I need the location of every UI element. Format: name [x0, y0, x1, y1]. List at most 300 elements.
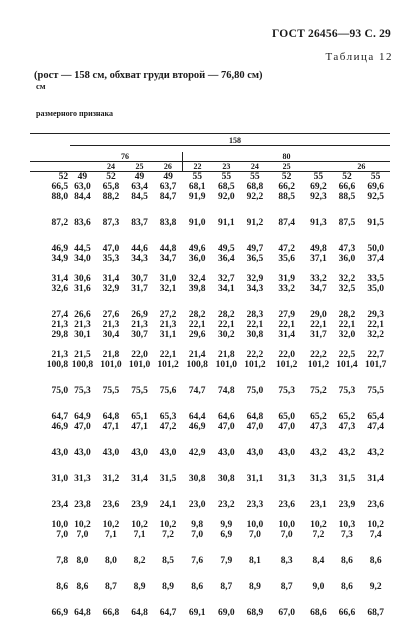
table-cell: 10,3: [338, 520, 356, 530]
table-cell: 8,6: [369, 556, 382, 566]
row-spacer: [30, 540, 390, 556]
table-cell: 21,3: [51, 350, 69, 360]
table-cell: 22,2: [310, 350, 327, 360]
table-cell: 66,6: [338, 608, 356, 618]
table-cell: 7,4: [369, 530, 382, 540]
table-cell: 31,2: [102, 474, 120, 484]
table-cell: 34,1: [218, 284, 235, 294]
table-cell: 9,2: [369, 582, 382, 592]
table-cell: 100,8: [71, 360, 94, 370]
table-row: [30, 474, 390, 484]
table-cell: 32,1: [159, 284, 177, 294]
table-cell: 83,7: [131, 218, 148, 228]
table-cell: 101,2: [157, 360, 179, 370]
table-cell: 68,5: [218, 182, 235, 192]
table-cell: 92,0: [218, 192, 235, 202]
table-cell: 88,2: [102, 192, 120, 202]
table-row: [30, 192, 390, 202]
table-cell: 22,1: [246, 320, 264, 330]
table-cell: 91,3: [310, 218, 327, 228]
table-row: [30, 422, 390, 432]
table-cell: 27,6: [102, 310, 120, 320]
table-cell: 32,9: [246, 274, 264, 284]
table-cell: 64,7: [159, 608, 177, 618]
table-cell: 43,2: [310, 448, 327, 458]
table-row: [30, 448, 390, 458]
table-cell: 21,3: [74, 320, 91, 330]
subgroup-header-row: [30, 162, 390, 172]
table-cell: 8,6: [76, 582, 89, 592]
table-row: [30, 350, 390, 360]
table-cell: 47,3: [338, 422, 356, 432]
table-cell: 8,0: [105, 556, 117, 566]
table-cell: 75,6: [159, 386, 177, 396]
table-cell: 7,0: [56, 530, 69, 540]
table-cell: 84,7: [159, 192, 177, 202]
table-cell: 46,9: [188, 422, 206, 432]
table-cell: 63,0: [74, 182, 91, 192]
table-cell: 31,9: [278, 274, 295, 284]
row-spacer: [30, 510, 390, 520]
group-header: 80: [182, 152, 390, 162]
table-cell: 31,4: [367, 474, 384, 484]
table-cell: 87,4: [278, 218, 295, 228]
row-spacer: [30, 294, 390, 310]
table-cell: 23,4: [51, 500, 69, 510]
table-cell: 75,0: [246, 386, 264, 396]
table-cell: 23,1: [310, 500, 327, 510]
table-cell: 92,2: [246, 192, 264, 202]
subgroup-header: 25: [125, 162, 154, 172]
table-cell: 22,5: [338, 350, 356, 360]
table-cell: 64,7: [51, 412, 69, 422]
table-cell: 91,2: [246, 218, 264, 228]
table-cell: 22,7: [367, 350, 384, 360]
table-cell: 8,7: [220, 582, 233, 592]
table-cell: 31,3: [310, 474, 327, 484]
table-cell: 101,0: [100, 360, 122, 370]
table-cell: 43,2: [338, 448, 356, 458]
table-row: [30, 244, 390, 254]
table-cell: 47,2: [278, 244, 295, 254]
table-cell: 21,3: [51, 320, 69, 330]
table-cell: 10,2: [159, 520, 177, 530]
table-cell: 101,0: [215, 360, 237, 370]
table-cell: 23,8: [74, 500, 91, 510]
table-cell: 27,9: [278, 310, 295, 320]
table-cell: 43,0: [74, 448, 91, 458]
subgroup-header: 23: [212, 162, 241, 172]
table-cell: 31,3: [278, 474, 295, 484]
table-cell: 37,4: [367, 254, 384, 264]
table-cell: 28,2: [218, 310, 235, 320]
table-cell: 32,5: [338, 284, 356, 294]
table-cell: 74,7: [188, 386, 206, 396]
table-cell: 64,8: [74, 608, 91, 618]
table-cell: 29,0: [310, 310, 327, 320]
table-cell: 52: [342, 172, 352, 182]
table-cell: 34,3: [131, 254, 148, 264]
table-cell: 7,0: [248, 530, 261, 540]
table-cell: 23,0: [188, 500, 206, 510]
row-spacer: [30, 432, 390, 448]
subgroup-header: 26: [333, 162, 390, 172]
group-header-row: [30, 152, 390, 162]
subgroup-header: 25: [269, 162, 304, 172]
table-cell: 68,9: [246, 608, 264, 618]
table-row: [30, 412, 390, 422]
table-cell: 64,8: [131, 608, 148, 618]
table-row: [30, 320, 390, 330]
table-cell: 49,7: [246, 244, 264, 254]
table-cell: 31,4: [131, 474, 148, 484]
table-cell: 65,2: [310, 412, 327, 422]
table-cell: 44,6: [131, 244, 148, 254]
table-cell: 65,2: [338, 412, 356, 422]
table-cell: 52: [58, 172, 69, 182]
table-cell: 10,0: [246, 520, 264, 530]
table-cell: 26,9: [131, 310, 148, 320]
table-cell: 69,6: [367, 182, 384, 192]
row-spacer: [30, 264, 390, 274]
table-cell: 44,8: [159, 244, 177, 254]
table-cell: 8,9: [133, 582, 146, 592]
table-cell: 21,5: [74, 350, 91, 360]
table-cell: 30,4: [102, 330, 120, 340]
table-cell: 91,0: [188, 218, 206, 228]
table-cell: 49,8: [310, 244, 327, 254]
table-cell: 32,0: [338, 330, 356, 340]
table-cell: 26,6: [74, 310, 91, 320]
table-cell: 42,9: [188, 448, 206, 458]
table-cell: 28,2: [188, 310, 206, 320]
table-cell: 88,0: [51, 192, 69, 202]
table-row: [30, 608, 390, 618]
table-cell: 33,2: [278, 284, 295, 294]
table-cell: 23,3: [246, 500, 264, 510]
table-cell: 9,0: [312, 582, 325, 592]
table-cell: 31,4: [51, 274, 69, 284]
table-cell: 69,2: [310, 182, 327, 192]
row-spacer: [30, 228, 390, 244]
table-top-rule: [30, 133, 390, 134]
table-cell: 63,4: [131, 182, 148, 192]
table-cell: 31,1: [159, 330, 177, 340]
table-cell: 31,5: [159, 474, 177, 484]
table-cell: 35,0: [367, 284, 384, 294]
table-cell: 101,7: [364, 360, 387, 370]
table-cell: 34,7: [310, 284, 327, 294]
table-cell: 49,5: [218, 244, 235, 254]
row-spacer: [30, 202, 390, 218]
table-cell: 100,8: [186, 360, 208, 370]
table-cell: 34,0: [74, 254, 91, 264]
table-cell: 101,2: [307, 360, 330, 370]
table-cell: 10,2: [131, 520, 148, 530]
table-cell: 66,6: [338, 182, 356, 192]
table-cell: 47,3: [338, 244, 356, 254]
table-cell: 30,6: [74, 274, 91, 284]
height-label: 158: [229, 136, 241, 145]
table-cell: 32,6: [51, 284, 69, 294]
table-cell: 68,7: [367, 608, 384, 618]
table-cell: 8,6: [56, 582, 69, 592]
measurement-table: [30, 152, 390, 618]
table-cell: 31,1: [246, 474, 264, 484]
table-cell: 101,2: [244, 360, 266, 370]
table-cell: 66,8: [102, 608, 120, 618]
table-cell: 36,0: [338, 254, 356, 264]
table-cell: 100,8: [46, 360, 69, 370]
caption-unit: см: [36, 81, 46, 91]
table-cell: 49: [134, 172, 145, 182]
table-cell: 66,2: [278, 182, 295, 192]
table-cell: 30,7: [131, 330, 148, 340]
table-cell: 31,3: [74, 474, 91, 484]
table-cell: 66,9: [51, 608, 69, 618]
table-cell: 91,1: [218, 218, 235, 228]
table-cell: 43,0: [51, 448, 69, 458]
table-cell: 31,4: [102, 274, 120, 284]
table-row: [30, 582, 390, 592]
table-cell: 7,2: [312, 530, 325, 540]
table-cell: 9,9: [220, 520, 233, 530]
table-cell: 30,1: [74, 330, 91, 340]
table-cell: 55: [221, 172, 232, 182]
table-cell: 7,3: [341, 530, 353, 540]
table-cell: 31,0: [51, 474, 69, 484]
table-cell: 27,4: [51, 310, 69, 320]
table-cell: 69,0: [218, 608, 235, 618]
table-cell: 32,2: [338, 274, 356, 284]
table-cell: 28,3: [246, 310, 264, 320]
table-cell: 8,6: [191, 582, 204, 592]
table-cell: 43,0: [159, 448, 177, 458]
table-cell: 29,3: [367, 310, 384, 320]
table-cell: 8,7: [280, 582, 293, 592]
table-cell: 46,9: [51, 244, 69, 254]
table-cell: 75,3: [278, 386, 295, 396]
table-cell: 91,9: [188, 192, 206, 202]
table-cell: 31,7: [310, 330, 327, 340]
table-row: [30, 172, 390, 183]
row-spacer: [30, 566, 390, 582]
height-rule: [70, 145, 390, 146]
table-cell: 10,2: [102, 520, 120, 530]
table-cell: 10,0: [278, 520, 295, 530]
page-header: ГОСТ 26456—93 С. 29: [272, 28, 391, 40]
table-cell: 32,4: [188, 274, 206, 284]
table-cell: 22,0: [131, 350, 148, 360]
table-cell: 22,0: [278, 350, 295, 360]
table-cell: 8,7: [105, 582, 117, 592]
table-cell: 55: [370, 172, 381, 182]
table-cell: 32,7: [218, 274, 235, 284]
table-cell: 88,5: [338, 192, 356, 202]
table-row: [30, 520, 390, 530]
table-cell: 8,9: [248, 582, 261, 592]
table-cell: 21,4: [188, 350, 206, 360]
table-cell: 23,6: [367, 500, 384, 510]
table-cell: 83,8: [159, 218, 177, 228]
table-cell: 28,2: [338, 310, 356, 320]
table-cell: 44,5: [74, 244, 91, 254]
table-cell: 7,9: [220, 556, 233, 566]
table-cell: 65,3: [159, 412, 177, 422]
table-cell: 34,7: [159, 254, 177, 264]
table-cell: 52: [281, 172, 292, 182]
table-row: [30, 530, 390, 540]
table-cell: 43,0: [218, 448, 235, 458]
row-spacer: [30, 340, 390, 350]
table-cell: 75,5: [131, 386, 148, 396]
table-cell: 7,0: [280, 530, 293, 540]
table-row: [30, 182, 390, 192]
table-cell: 91,5: [367, 218, 384, 228]
table-row: [30, 274, 390, 284]
table-cell: 35,3: [102, 254, 120, 264]
table-cell: 8,4: [312, 556, 325, 566]
table-cell: 47,1: [131, 422, 148, 432]
table-row: [30, 254, 390, 264]
table-cell: 30,8: [188, 474, 206, 484]
table-cell: 65,0: [278, 412, 295, 422]
table-cell: 23,2: [218, 500, 235, 510]
table-cell: 101,4: [336, 360, 358, 370]
table-cell: 37,1: [310, 254, 327, 264]
table-cell: 47,0: [102, 244, 120, 254]
table-cell: 68,8: [246, 182, 264, 192]
table-cell: 31,7: [131, 284, 148, 294]
table-cell: 87,2: [51, 218, 69, 228]
table-cell: 23,9: [131, 500, 148, 510]
table-cell: 7,8: [56, 556, 69, 566]
table-cell: 63,7: [159, 182, 177, 192]
table-cell: 21,3: [131, 320, 148, 330]
table-cell: 55: [250, 172, 260, 182]
table-cell: 55: [192, 172, 202, 182]
table-cell: 7,1: [133, 530, 146, 540]
table-cell: 47,3: [310, 422, 327, 432]
table-cell: 31,0: [159, 274, 177, 284]
table-cell: 87,5: [338, 218, 356, 228]
table-cell: 29,8: [51, 330, 69, 340]
table-cell: 34,3: [246, 284, 264, 294]
table-cell: 39,8: [188, 284, 206, 294]
table-cell: 47,4: [367, 422, 384, 432]
table-cell: 36,5: [246, 254, 264, 264]
table-cell: 64,9: [74, 412, 91, 422]
table-cell: 65,8: [102, 182, 120, 192]
table-cell: 21,8: [102, 350, 120, 360]
table-cell: 92,5: [367, 192, 384, 202]
table-cell: 8,6: [341, 556, 353, 566]
table-cell: 7,0: [76, 530, 89, 540]
table-cell: 32,2: [367, 330, 384, 340]
table-cell: 31,6: [74, 284, 91, 294]
table-cell: 10,0: [51, 520, 69, 530]
table-row: [30, 218, 390, 228]
table-cell: 8,2: [133, 556, 146, 566]
table-cell: 8,9: [162, 582, 175, 592]
table-cell: 9,8: [191, 520, 204, 530]
table-row: [30, 386, 390, 396]
table-cell: 75,3: [338, 386, 356, 396]
table-cell: 22,2: [246, 350, 264, 360]
table-cell: 49: [77, 172, 88, 182]
table-cell: 47,0: [246, 422, 264, 432]
table-cell: 10,2: [74, 520, 91, 530]
table-cell: 43,0: [246, 448, 264, 458]
table-cell: 84,4: [74, 192, 91, 202]
table-cell: 8,5: [162, 556, 175, 566]
table-body: [30, 172, 390, 619]
table-cell: 22,1: [338, 320, 356, 330]
table-cell: 22,1: [188, 320, 206, 330]
table-cell: 64,6: [218, 412, 235, 422]
table-cell: 75,3: [74, 386, 91, 396]
table-cell: 7,1: [105, 530, 117, 540]
table-cell: 83,6: [74, 218, 91, 228]
table-cell: 75,5: [102, 386, 120, 396]
table-cell: 23,6: [278, 500, 295, 510]
table-cell: 52: [106, 172, 116, 182]
subgroup-header: 22: [182, 162, 212, 172]
table-cell: 47,0: [218, 422, 235, 432]
table-cell: 6,9: [220, 530, 233, 540]
caption-subtext: размерного признака: [36, 109, 114, 118]
table-cell: 22,1: [367, 320, 384, 330]
table-cell: 43,0: [278, 448, 295, 458]
table-cell: 66,5: [51, 182, 69, 192]
table-cell: 23,6: [102, 500, 120, 510]
table-row: [30, 330, 390, 340]
table-cell: 47,1: [102, 422, 120, 432]
table-cell: 92,3: [310, 192, 327, 202]
table-cell: 49,6: [188, 244, 206, 254]
table-cell: 101,2: [275, 360, 298, 370]
group-header: 76: [68, 152, 182, 162]
table-cell: 30,2: [218, 330, 235, 340]
table-cell: 69,1: [188, 608, 206, 618]
row-spacer: [30, 396, 390, 412]
table-cell: 22,1: [278, 320, 295, 330]
table-cell: 65,1: [131, 412, 148, 422]
table-cell: 8,6: [341, 582, 353, 592]
table-cell: 43,2: [367, 448, 384, 458]
table-cell: 101,0: [128, 360, 151, 370]
table-cell: 24,1: [159, 500, 177, 510]
subgroup-header: 24: [241, 162, 270, 172]
table-cell: 23,9: [338, 500, 356, 510]
table-cell: 22,1: [310, 320, 327, 330]
table-row: [30, 360, 390, 370]
row-spacer: [30, 484, 390, 500]
table-cell: 33,2: [310, 274, 327, 284]
table-cell: 34,9: [51, 254, 69, 264]
table-cell: 30,8: [218, 474, 235, 484]
table-cell: 87,3: [102, 218, 120, 228]
table-cell: 21,8: [218, 350, 235, 360]
table-cell: 46,9: [51, 422, 69, 432]
table-cell: 74,8: [218, 386, 235, 396]
table-row: [30, 284, 390, 294]
table-cell: 7,6: [191, 556, 204, 566]
table-cell: 64,8: [102, 412, 120, 422]
table-cell: 30,7: [131, 274, 148, 284]
table-row: [30, 556, 390, 566]
table-cell: 49: [163, 172, 173, 182]
